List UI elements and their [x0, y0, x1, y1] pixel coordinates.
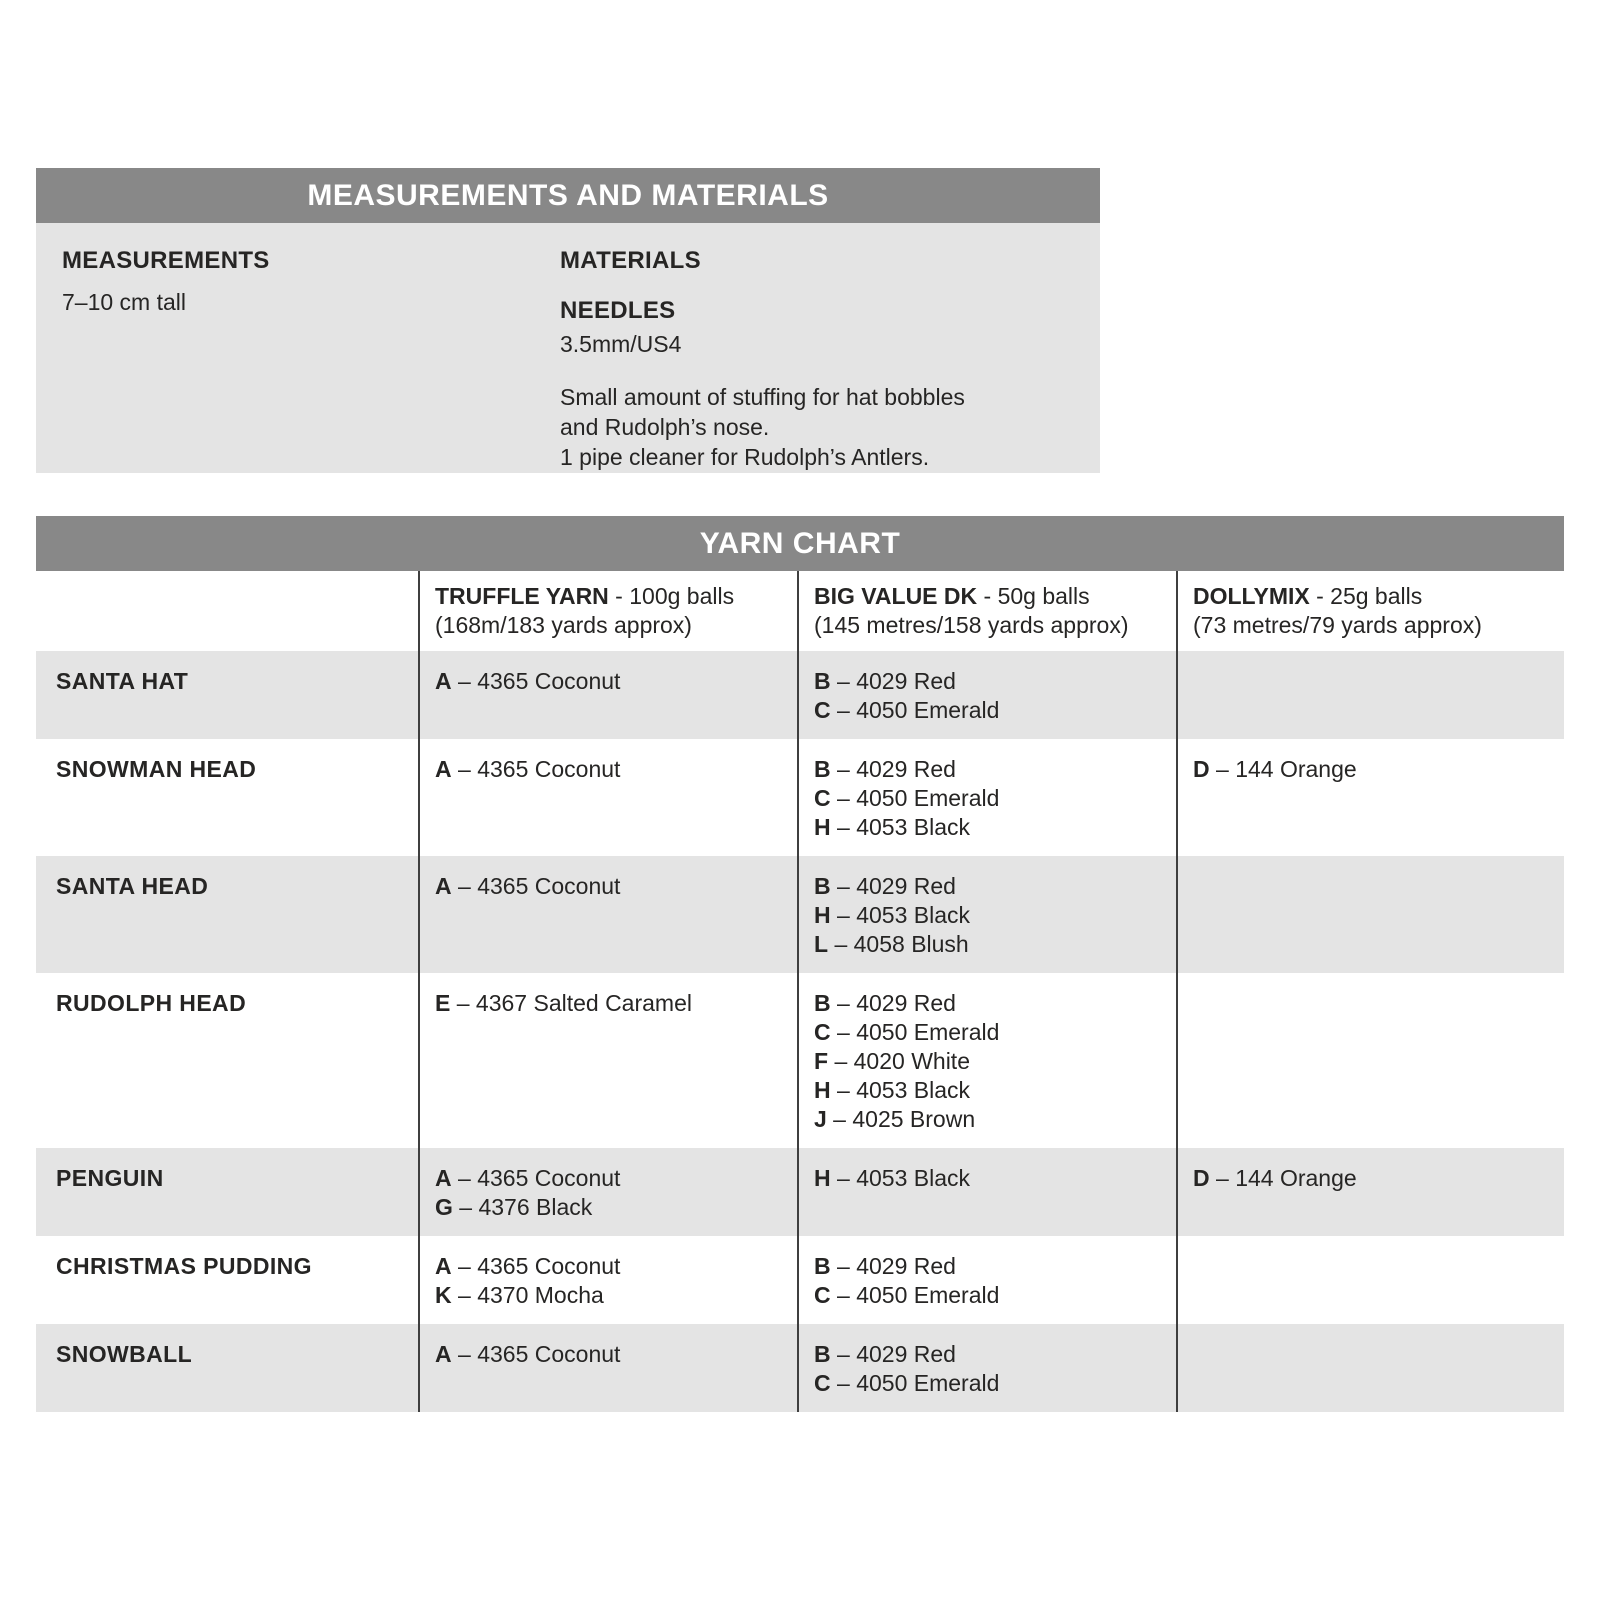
yarn-code-letter: H	[814, 1165, 831, 1191]
yarn-row-label: SNOWMAN HEAD	[56, 756, 257, 782]
materials-note-line: and Rudolph’s nose.	[560, 414, 770, 440]
yarn-cell-dollymix	[1176, 856, 1564, 973]
yarn-header-empty-cell	[36, 571, 418, 651]
yarn-entry: H – 4053 Black	[814, 902, 970, 928]
yarn-cell-truffle	[418, 1148, 797, 1236]
yarn-code-letter: C	[814, 1370, 831, 1396]
yarn-brand-name: DOLLYMIX	[1193, 583, 1310, 609]
yarn-chart-header-bar	[36, 516, 1564, 571]
yarn-brand-name: BIG VALUE DK	[814, 583, 978, 609]
yarn-entry: D – 144 Orange	[1193, 1165, 1357, 1191]
yarn-entry: B – 4029 Red	[814, 1341, 956, 1367]
yarn-entry: L – 4058 Blush	[814, 931, 969, 957]
yarn-code-letter: H	[814, 1077, 831, 1103]
yarn-entry: A – 4365 Coconut	[435, 1165, 621, 1191]
yarn-entry: C – 4050 Emerald	[814, 1282, 1000, 1308]
yarn-entry: A – 4365 Coconut	[435, 668, 621, 694]
yarn-code-letter: E	[435, 990, 451, 1016]
yarn-entry: G – 4376 Black	[435, 1194, 593, 1220]
yarn-entry: B – 4029 Red	[814, 990, 956, 1016]
needles-value: 3.5mm/US4	[560, 331, 682, 357]
yarn-cell-truffle	[418, 856, 797, 973]
yarn-entry: B – 4029 Red	[814, 668, 956, 694]
yarn-row	[36, 739, 1564, 856]
measurements-heading: MEASUREMENTS	[62, 247, 270, 274]
yarn-entry: F – 4020 White	[814, 1048, 970, 1074]
materials-notes	[560, 382, 1100, 472]
yarn-header-row	[36, 571, 1564, 651]
yarn-code-letter: J	[814, 1106, 827, 1132]
yarn-approx-length: (168m/183 yards approx)	[435, 612, 692, 638]
yarn-cell-big_value	[797, 973, 1176, 1148]
measurements-and-materials-body	[36, 223, 1100, 473]
materials-heading: MATERIALS	[560, 247, 701, 274]
yarn-cell-big_value	[797, 856, 1176, 973]
yarn-cell-big_value	[797, 1148, 1176, 1236]
yarn-cell-dollymix	[1176, 1148, 1564, 1236]
yarn-row-label: CHRISTMAS PUDDING	[56, 1253, 312, 1279]
yarn-entry: C – 4050 Emerald	[814, 1019, 1000, 1045]
yarn-cell-big_value	[797, 1324, 1176, 1412]
measurements-and-materials-header-bar	[36, 168, 1100, 223]
yarn-code-letter: B	[814, 756, 831, 782]
yarn-row	[36, 973, 1564, 1148]
yarn-cell-truffle	[418, 1324, 797, 1412]
yarn-code-letter: A	[435, 1165, 452, 1191]
yarn-code-letter: A	[435, 756, 452, 782]
yarn-code-letter: K	[435, 1282, 452, 1308]
yarn-approx-length: (145 metres/158 yards approx)	[814, 612, 1129, 638]
yarn-cell-dollymix	[1176, 1236, 1564, 1324]
yarn-code-letter: B	[814, 668, 831, 694]
yarn-entry: A – 4365 Coconut	[435, 873, 621, 899]
yarn-brand-name: TRUFFLE YARN	[435, 583, 609, 609]
materials-note-line: Small amount of stuffing for hat bobbles	[560, 384, 965, 410]
yarn-code-letter: C	[814, 697, 831, 723]
yarn-cell-truffle	[418, 1236, 797, 1324]
yarn-entry: B – 4029 Red	[814, 1253, 956, 1279]
yarn-entry: E – 4367 Salted Caramel	[435, 990, 692, 1016]
yarn-code-letter: C	[814, 1019, 831, 1045]
yarn-row-label: SANTA HAT	[56, 668, 189, 694]
yarn-entry: A – 4365 Coconut	[435, 1253, 621, 1279]
yarn-cell-dollymix	[1176, 1324, 1564, 1412]
yarn-cell-truffle	[418, 973, 797, 1148]
yarn-cell-truffle	[418, 651, 797, 739]
yarn-cell-big_value	[797, 651, 1176, 739]
yarn-entry: K – 4370 Mocha	[435, 1282, 604, 1308]
yarn-table	[36, 571, 1564, 1412]
yarn-code-letter: B	[814, 1253, 831, 1279]
yarn-table-body	[36, 651, 1564, 1412]
yarn-entry: H – 4053 Black	[814, 814, 970, 840]
yarn-entry: C – 4050 Emerald	[814, 1370, 1000, 1396]
yarn-code-letter: H	[814, 814, 831, 840]
yarn-entry: B – 4029 Red	[814, 756, 956, 782]
yarn-code-letter: D	[1193, 756, 1210, 782]
materials-note-line: 1 pipe cleaner for Rudolph’s Antlers.	[560, 444, 930, 470]
yarn-code-letter: H	[814, 902, 831, 928]
yarn-column-header: TRUFFLE YARN - 100g balls (168m/183 yards approx)	[418, 571, 797, 651]
yarn-code-letter: C	[814, 785, 831, 811]
yarn-entry: D – 144 Orange	[1193, 756, 1357, 782]
measurements-column	[62, 247, 560, 473]
measurements-and-materials-section	[36, 168, 1100, 473]
yarn-row-label: SANTA HEAD	[56, 873, 209, 899]
yarn-entry: H – 4053 Black	[814, 1165, 970, 1191]
measurements-value: 7–10 cm tall	[62, 289, 187, 315]
yarn-row-label: SNOWBALL	[56, 1341, 193, 1367]
yarn-entry: A – 4365 Coconut	[435, 756, 621, 782]
yarn-column-header: DOLLYMIX - 25g balls (73 metres/79 yards approx)	[1176, 571, 1564, 651]
yarn-entry: C – 4050 Emerald	[814, 785, 1000, 811]
yarn-code-letter: A	[435, 668, 452, 694]
yarn-cell-big_value	[797, 1236, 1176, 1324]
yarn-code-letter: G	[435, 1194, 453, 1220]
yarn-entry: A – 4365 Coconut	[435, 1341, 621, 1367]
yarn-cell-dollymix	[1176, 651, 1564, 739]
yarn-code-letter: B	[814, 873, 831, 899]
yarn-entry: B – 4029 Red	[814, 873, 956, 899]
yarn-cell-dollymix	[1176, 973, 1564, 1148]
yarn-approx-length: (73 metres/79 yards approx)	[1193, 612, 1482, 638]
yarn-row	[36, 1236, 1564, 1324]
yarn-chart-section	[36, 516, 1564, 1412]
yarn-entry: J – 4025 Brown	[814, 1106, 976, 1132]
yarn-cell-dollymix	[1176, 739, 1564, 856]
yarn-cell-truffle	[418, 739, 797, 856]
yarn-row-label: RUDOLPH HEAD	[56, 990, 247, 1016]
yarn-row	[36, 1324, 1564, 1412]
yarn-row	[36, 1148, 1564, 1236]
yarn-code-letter: B	[814, 1341, 831, 1367]
yarn-column-header: BIG VALUE DK - 50g balls (145 metres/158 yards approx)	[797, 571, 1176, 651]
yarn-code-letter: A	[435, 873, 452, 899]
yarn-code-letter: B	[814, 990, 831, 1016]
yarn-cell-big_value	[797, 739, 1176, 856]
materials-column	[560, 247, 1100, 473]
yarn-code-letter: L	[814, 931, 829, 957]
yarn-code-letter: A	[435, 1253, 452, 1279]
yarn-code-letter: F	[814, 1048, 829, 1074]
yarn-row-label: PENGUIN	[56, 1165, 164, 1191]
yarn-entry: H – 4053 Black	[814, 1077, 970, 1103]
needles-heading: NEEDLES	[560, 297, 676, 324]
yarn-chart-title: YARN CHART	[699, 526, 901, 560]
yarn-code-letter: A	[435, 1341, 452, 1367]
yarn-code-letter: C	[814, 1282, 831, 1308]
yarn-entry: C – 4050 Emerald	[814, 697, 1000, 723]
yarn-code-letter: D	[1193, 1165, 1210, 1191]
yarn-row	[36, 651, 1564, 739]
yarn-row	[36, 856, 1564, 973]
measurements-and-materials-title: MEASUREMENTS AND MATERIALS	[307, 178, 829, 212]
